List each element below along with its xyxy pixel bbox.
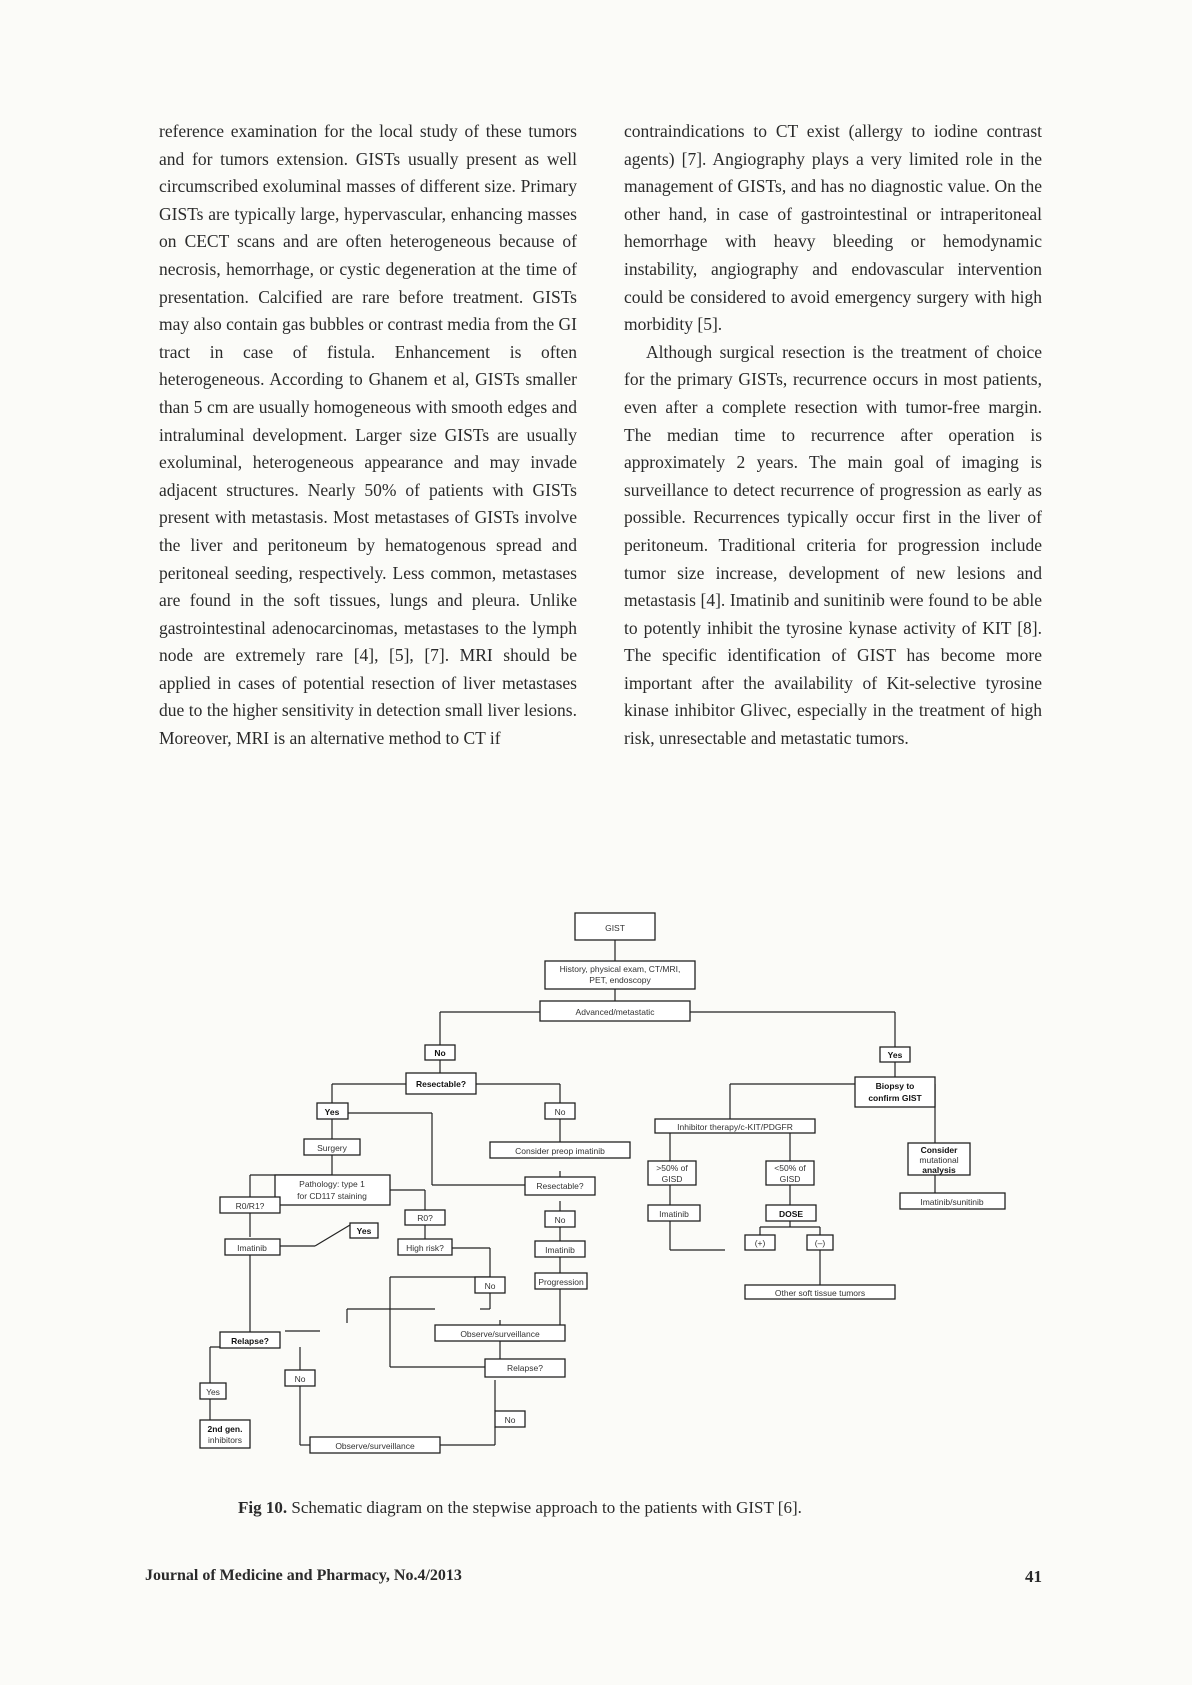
node-plus <box>745 1235 775 1250</box>
svg-text:<50% of: <50% of <box>774 1163 806 1173</box>
svg-text:Yes: Yes <box>887 1050 903 1060</box>
figure-caption <box>238 1498 802 1518</box>
node-history <box>545 961 695 989</box>
svg-text:Resectable?: Resectable? <box>415 1079 467 1089</box>
svg-text:>50% of: >50% of <box>656 1163 688 1173</box>
node-dose <box>766 1205 816 1221</box>
node-consider-mutational <box>908 1143 970 1175</box>
node-high-risk <box>398 1239 452 1255</box>
node-pathology <box>275 1175 390 1205</box>
node-observe-2 <box>310 1437 440 1453</box>
node-yes-top <box>880 1047 910 1062</box>
node-imatinib-left <box>225 1239 280 1255</box>
svg-text:GISD: GISD <box>779 1174 801 1184</box>
right-column <box>624 118 1042 753</box>
gist-flowchart <box>200 905 1000 1480</box>
svg-text:PET, endoscopy: PET, endoscopy <box>589 975 651 985</box>
svg-text:No: No <box>294 1374 306 1384</box>
left-column <box>159 118 577 753</box>
svg-text:Consider preop imatinib: Consider preop imatinib <box>515 1146 605 1156</box>
svg-text:Yes: Yes <box>206 1387 220 1397</box>
node-progression <box>535 1273 587 1289</box>
figure-label: Fig 10. <box>238 1498 288 1517</box>
node-advanced-metastatic <box>540 1001 690 1021</box>
journal-footer: Journal of Medicine and Pharmacy, No.4/2013 <box>145 1567 462 1584</box>
node-yes-rl <box>200 1383 226 1399</box>
node-imatinib-right <box>648 1205 700 1221</box>
svg-text:Imatinib: Imatinib <box>659 1209 689 1219</box>
node-inhibitor-therapy <box>655 1119 815 1133</box>
svg-text:Relapse?: Relapse? <box>231 1336 269 1346</box>
svg-text:R0?: R0? <box>417 1213 433 1223</box>
svg-text:Other soft tissue tumors: Other soft tissue tumors <box>774 1288 866 1298</box>
node-imatinib-r2 <box>535 1241 585 1257</box>
svg-text:Advanced/metastatic: Advanced/metastatic <box>575 1007 655 1017</box>
node-consider-preop <box>490 1142 630 1158</box>
svg-text:Yes: Yes <box>324 1107 340 1117</box>
node-no-res <box>545 1103 575 1119</box>
paragraph: contraindications to CT exist (allergy to iodine contrast agents) [7]. Angiography plays a very limited role in the management of GISTs, and has no diagnostic value. On the other hand, in case of gastrointestinal or intraperitoneal hemorrhage with heavy bleeding or hemodynamic instability, angiography and endovascular intervention could be considered to avoid emergency surgery with high morbidity [5]. <box>624 121 1042 335</box>
svg-text:R0/R1?: R0/R1? <box>235 1201 265 1211</box>
paragraph: Although surgical resection is the treatment of choice for the primary GISTs, recurrence occurs in most patients, even after a complete resection with tumor-free margin. The median time to recurrence after operation is approximately 2 years. The main goal of imaging is surveillance to detect recurrence of progression as early as possible. Recurrences typically occur first in the liver of peritoneum. Traditional criteria for progression include tumor size increase, development of new lesions and metastasis [4]. Imatinib and sunitinib were found to be able to potently inhibit the tyrosine kynase activity of KIT [8]. The specific identification of GIST has become more important after the availability of Kit-selective tyrosine kinase inhibitor Glivec, especially in the treatment of high risk, unresectable and metastatic tumors. <box>624 341 1042 749</box>
node-no-r2 <box>545 1211 575 1227</box>
svg-text:analysis: analysis <box>922 1165 956 1175</box>
node-gist <box>575 913 655 940</box>
node-observe-1 <box>435 1325 565 1341</box>
node-no-hr <box>475 1277 505 1293</box>
node-resectable2 <box>525 1177 595 1195</box>
svg-text:Imatinib/sunitinib: Imatinib/sunitinib <box>920 1197 984 1207</box>
svg-text:Consider: Consider <box>920 1145 958 1155</box>
svg-text:No: No <box>484 1281 496 1291</box>
node-yes-res <box>317 1103 348 1119</box>
page-number: 41 <box>1025 1567 1042 1586</box>
node-relapse-left <box>220 1332 280 1348</box>
svg-text:Observe/surveillance: Observe/surveillance <box>460 1329 540 1339</box>
svg-text:No: No <box>434 1048 446 1058</box>
svg-text:(+): (+) <box>754 1238 766 1248</box>
node-yes-hr <box>350 1223 378 1238</box>
node-lt50-gisd <box>766 1161 814 1185</box>
node-imatinib-sunitinib <box>900 1193 1005 1209</box>
svg-text:mutational: mutational <box>919 1155 959 1165</box>
svg-text:for CD117 staining: for CD117 staining <box>297 1191 367 1201</box>
svg-text:confirm GIST: confirm GIST <box>868 1093 922 1103</box>
svg-text:GIST: GIST <box>605 923 625 933</box>
node-r0r1 <box>220 1197 280 1213</box>
svg-text:Pathology: type 1: Pathology: type 1 <box>299 1179 365 1189</box>
svg-text:Yes: Yes <box>356 1226 372 1236</box>
svg-text:Biopsy to: Biopsy to <box>875 1081 915 1091</box>
svg-text:Imatinib: Imatinib <box>545 1245 575 1255</box>
node-resectable <box>406 1073 476 1094</box>
svg-text:DOSE: DOSE <box>778 1209 804 1219</box>
figure-caption-text: Schematic diagram on the stepwise approach to the patients with GIST [6]. <box>287 1498 802 1517</box>
svg-text:Inhibitor therapy/c-KIT/PDGFR: Inhibitor therapy/c-KIT/PDGFR <box>677 1122 793 1132</box>
svg-text:inhibitors: inhibitors <box>207 1435 243 1445</box>
node-no-rel2 <box>495 1411 525 1427</box>
svg-text:Progression: Progression <box>538 1277 584 1287</box>
svg-text:No: No <box>504 1415 516 1425</box>
node-r0 <box>405 1210 445 1225</box>
paragraph: reference examination for the local study of these tumors and for tumors extension. GISTs usually present as well circumscribed exoluminal masses of different size. Primary GISTs are typically large, hypervascular, enhancing masses on CECT scans and are often heterogeneous because of necrosis, hemorrhage, or cystic degeneration at the time of presentation. Calcified are rare before treatment. GISTs may also contain gas bubbles or contrast media from the GI tract in case of fistula. Enhancement is often heterogeneous. According to Ghanem et al, GISTs smaller than 5 cm are usually homogeneous with smooth edges and intraluminal development. Larger size GISTs are usually exoluminal, heterogeneous appearance and may invade adjacent structures. Nearly 50% of patients with GISTs present with metastasis. Most metastases of GISTs involve the liver and peritoneum by hematogenous spread and peritoneal seeding, respectively. Less common, metastases are found in the soft tissues, lungs and pleura. Unlike gastrointestinal adenocarcinomas, metastases to the lymph node are extremely rare [4], [5], [7]. MRI should be applied in cases of potential resection of liver metastases due to the higher sensitivity in detection small liver lesions. Moreover, MRI is an alternative method to CT if <box>159 121 577 749</box>
svg-text:Surgery: Surgery <box>317 1143 347 1153</box>
node-minus <box>807 1235 833 1250</box>
svg-text:Relapse?: Relapse? <box>507 1363 543 1373</box>
svg-text:GISD: GISD <box>661 1174 683 1184</box>
svg-text:High risk?: High risk? <box>406 1243 444 1253</box>
node-relapse2 <box>485 1359 565 1377</box>
svg-text:Resectable?: Resectable? <box>536 1181 584 1191</box>
node-other-soft-tissue <box>745 1285 895 1299</box>
svg-text:Observe/surveillance: Observe/surveillance <box>335 1441 415 1451</box>
svg-text:No: No <box>554 1107 566 1117</box>
node-biopsy <box>855 1077 935 1107</box>
svg-text:No: No <box>554 1215 566 1225</box>
svg-text:(–): (–) <box>814 1238 826 1248</box>
node-second-gen <box>200 1420 250 1448</box>
node-gt50-gisd <box>648 1161 696 1185</box>
svg-text:2nd gen.: 2nd gen. <box>207 1424 243 1434</box>
node-no-rl <box>285 1370 315 1386</box>
node-surgery <box>304 1139 360 1155</box>
svg-text:History, physical exam, CT/MRI: History, physical exam, CT/MRI, <box>559 964 681 974</box>
node-no-top <box>425 1045 455 1060</box>
svg-text:Imatinib: Imatinib <box>237 1243 267 1253</box>
